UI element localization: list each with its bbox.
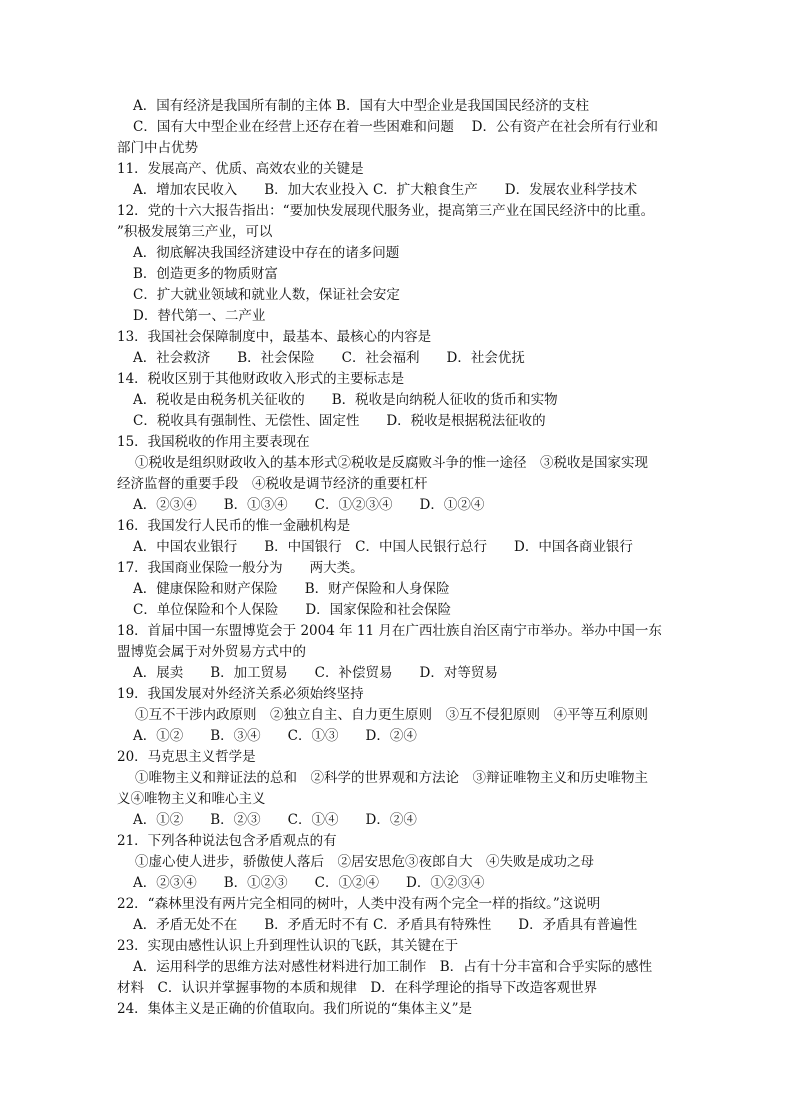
text-line: A．运用科学的思维方法对感性材料进行加工制作 B．占有十分丰富和合乎实际的感性 [133, 959, 653, 975]
text-line: 部门中占优势 [117, 140, 198, 156]
text-line: A．社会救济 B．社会保险 C．社会福利 D．社会优抚 [133, 350, 525, 366]
text-line: A．①② B．②③ C．①④ D．②④ [133, 812, 417, 828]
text-line: 盟博览会属于对外贸易方式中的 [117, 644, 306, 660]
text-line: 14．税收区别于其他财政收入形式的主要标志是 [117, 371, 405, 387]
text-line: 经济监督的重要手段 ④税收是调节经济的重要杠杆 [117, 476, 428, 492]
text-line: 24．集体主义是正确的价值取向。我们所说的“集体主义”是 [117, 1001, 472, 1017]
text-line: A．①② B．③④ C．①③ D．②④ [133, 728, 417, 744]
text-line: A．税收是由税务机关征收的 B．税收是向纳税人征收的货币和实物 [133, 392, 558, 408]
text-line: 19．我国发展对外经济关系必须始终坚持 [117, 686, 364, 702]
text-line: 15．我国税收的作用主要表现在 [117, 434, 310, 450]
text-line: C．国有大中型企业在经营上还存在着一些困难和问题 D．公有资产在社会所有行业和 [133, 119, 658, 135]
text-line: 12．党的十六大报告指出：“要加快发展现代服务业，提高第三产业在国民经济中的比重。 [117, 203, 655, 219]
text-line: A．健康保险和财产保险 B．财产保险和人身保险 [133, 581, 450, 597]
text-line: ①税收是组织财政收入的基本形式②税收是反腐败斗争的惟一途径 ③税收是国家实现 [135, 455, 648, 471]
text-line: 21．下列各种说法包含矛盾观点的有 [117, 833, 337, 849]
text-line: A．增加农民收入 B．加大农业投入 C．扩大粮食生产 D．发展农业科学技术 [133, 182, 638, 198]
text-line: A．中国农业银行 B．中国银行 C．中国人民银行总行 D．中国各商业银行 [133, 539, 633, 555]
text-line: ①唯物主义和辩证法的总和 ②科学的世界观和方法论 ③辩证唯物主义和历史唯物主 [135, 770, 648, 786]
text-line: 20．马克思主义哲学是 [117, 749, 256, 765]
text-line: 义④唯物主义和唯心主义 [117, 791, 266, 807]
text-line: 13．我国社会保障制度中，最基本、最核心的内容是 [117, 329, 432, 345]
text-line: ①虚心使人进步，骄傲使人落后 ②居安思危③夜郎自大 ④失败是成功之母 [135, 854, 594, 870]
text-line: B．创造更多的物质财富 [133, 266, 278, 282]
text-line: A．②③④ B．①③④ C．①②③④ D．①②④ [133, 497, 485, 513]
text-line: 23．实现由感性认识上升到理性认识的飞跃，其关键在于 [117, 938, 459, 954]
text-line: C．扩大就业领域和就业人数，保证社会安定 [133, 287, 400, 303]
text-line: 材料 C．认识并掌握事物的本质和规律 D．在科学理论的指导下改造客观世界 [117, 980, 598, 996]
text-line: A．展卖 B．加工贸易 C．补偿贸易 D．对等贸易 [133, 665, 498, 681]
text-line: C．税收具有强制性、无偿性、固定性 D．税收是根据税法征收的 [133, 413, 546, 429]
text-line: 22．“森林里没有两片完全相同的树叶，人类中没有两个完全一样的指纹。”这说明 [117, 896, 601, 912]
text-line: D．替代第一、二产业 [133, 308, 266, 324]
text-line: A．国有经济是我国所有制的主体 B．国有大中型企业是我国国民经济的支柱 [133, 98, 589, 114]
text-line: A．②③④ B．①②③ C．①②④ D．①②③④ [133, 875, 485, 891]
text-line: A．彻底解决我国经济建设中存在的诸多问题 [133, 245, 400, 261]
text-line: ①互不干涉内政原则 ②独立自主、自力更生原则 ③互不侵犯原则 ④平等互利原则 [135, 707, 648, 723]
text-line: 11．发展高产、优质、高效农业的关键是 [117, 161, 364, 177]
text-line: 17．我国商业保险一般分为 两大类。 [117, 560, 364, 576]
text-line: ”积极发展第三产业，可以 [117, 224, 273, 240]
text-line: 18．首届中国一东盟博览会于 2004 年 11 月在广西壮族自治区南宁市举办。举办中国一东 [117, 623, 662, 639]
text-line: 16．我国发行人民币的惟一金融机构是 [117, 518, 351, 534]
text-line: A．矛盾无处不在 B．矛盾无时不有 C．矛盾具有特殊性 D．矛盾具有普遍性 [133, 917, 638, 933]
text-line: C．单位保险和个人保险 D．国家保险和社会保险 [133, 602, 452, 618]
